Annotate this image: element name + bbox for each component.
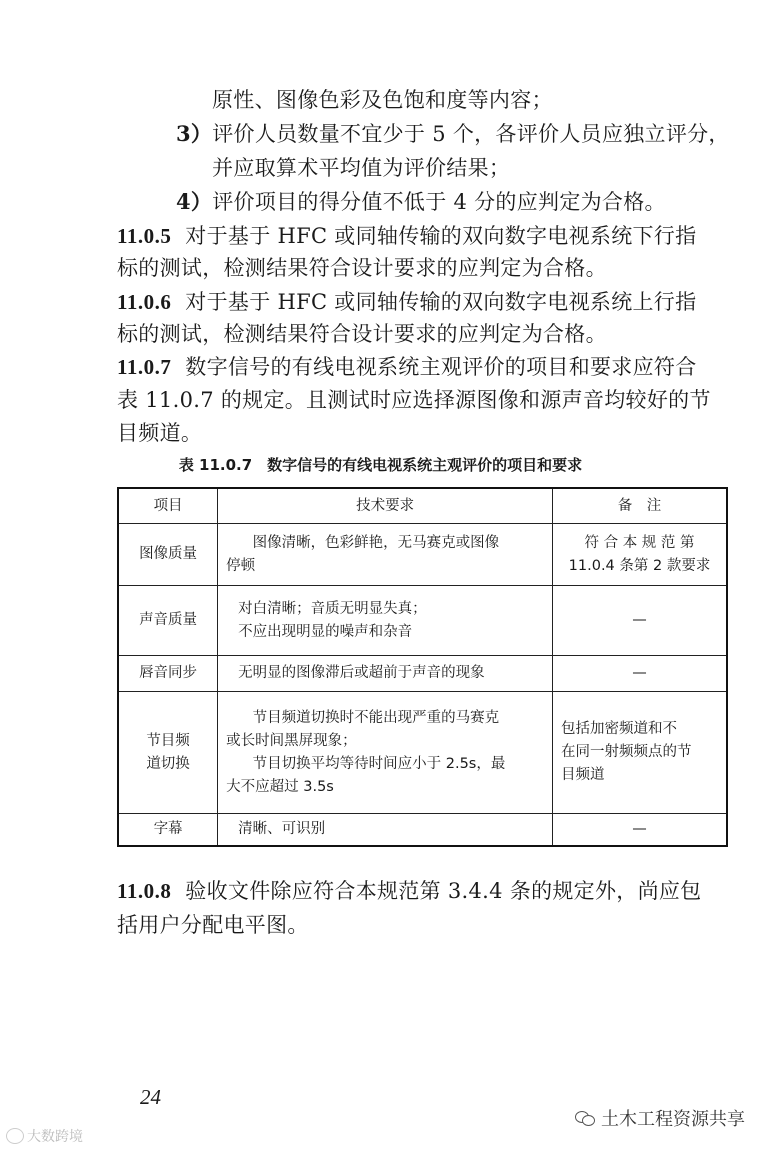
table-row — [118, 586, 727, 656]
table-header-row — [118, 488, 727, 524]
requirements-table — [117, 487, 728, 847]
row-requirement — [218, 692, 553, 814]
requirement-line: 大不应超过 3.5s — [226, 778, 334, 795]
row-requirement: 无明显的图像滞后或超前于声音的现象 — [218, 656, 553, 692]
note-line: 11.0.4 条第 2 款要求 — [568, 557, 711, 574]
clause-text: 对于基于 HFC 或同轴传输的双向数字电视系统上行指 — [185, 290, 697, 314]
clause-11-0-7-line3: 目频道。 — [117, 421, 203, 445]
clause-11-0-8 — [117, 877, 701, 905]
list-item-4-number: 4） — [176, 189, 213, 214]
requirement-line: 节目切换平均等待时间应小于 2.5s，最 — [238, 755, 506, 772]
note-line: 目频道 — [561, 767, 605, 783]
clause-number: 11.0.7 — [117, 355, 172, 379]
page-number: 24 — [140, 1085, 161, 1109]
row-note: — — [553, 814, 727, 846]
clause-text: 验收文件除应符合本规范第 3.4.4 条的规定外，尚应包 — [185, 879, 702, 903]
list-item-3-text: 评价人员数量不宜少于 5 个，各评价人员应独立评分， — [212, 122, 730, 146]
clause-11-0-6-line2: 标的测试，检测结果符合设计要求的应判定为合格。 — [117, 322, 607, 346]
clause-number: 11.0.8 — [117, 879, 172, 903]
wechat-icon — [575, 1110, 595, 1126]
list-item-4-text: 评价项目的得分值不低于 4 分的应判定为合格。 — [212, 190, 666, 214]
note-line: 包括加密频道和不 — [561, 721, 678, 737]
list-item-3-continuation: 并应取算术平均值为评价结果； — [212, 156, 511, 180]
header-requirement: 技术要求 — [218, 488, 553, 524]
row-note: — — [553, 656, 727, 692]
row-item: 字幕 — [118, 814, 218, 846]
note-line: 符 合 本 规 范 第 — [584, 534, 695, 551]
clause-11-0-8-line2: 括用户分配电平图。 — [117, 913, 309, 937]
watermark-left-text: 大数跨境 — [27, 1129, 83, 1145]
clause-text: 数字信号的有线电视系统主观评价的项目和要求应符合 — [185, 355, 697, 379]
clause-number: 11.0.5 — [117, 224, 172, 248]
clause-11-0-7-line2: 表 11.0.7 的规定。且测试时应选择源图像和源声音均较好的节 — [117, 388, 711, 412]
row-item: 节目频 道切换 — [118, 692, 218, 814]
row-item: 唇音同步 — [118, 656, 218, 692]
header-item: 项目 — [118, 488, 218, 524]
row-item: 图像质量 — [118, 524, 218, 586]
clause-text: 对于基于 HFC 或同轴传输的双向数字电视系统下行指 — [185, 224, 697, 248]
requirement-line: 节目频道切换时不能出现严重的马赛克 — [238, 709, 500, 726]
requirement-line: 停顿 — [226, 557, 256, 574]
table-caption: 表 11.0.7 数字信号的有线电视系统主观评价的项目和要求 — [178, 456, 583, 474]
clause-11-0-5 — [117, 222, 696, 250]
requirement-line: 不应出现明显的噪声和杂音 — [238, 623, 413, 640]
clause-11-0-5-line2: 标的测试，检测结果符合设计要求的应判定为合格。 — [117, 256, 607, 280]
row-note — [553, 524, 727, 586]
table-row — [118, 656, 727, 692]
requirement-line: 对白清晰；音质无明显失真； — [238, 600, 427, 617]
row-note — [553, 692, 727, 814]
table-row — [118, 814, 727, 846]
watermark-left — [6, 1126, 83, 1146]
watermark-logo-icon — [6, 1128, 24, 1144]
requirement-line: 或长时间黑屏现象； — [226, 732, 357, 749]
row-requirement — [218, 524, 553, 586]
header-note: 备 注 — [553, 488, 727, 524]
watermark-right — [575, 1105, 745, 1131]
row-requirement: 清晰、可识别 — [218, 814, 553, 846]
list-item-3 — [176, 120, 730, 148]
row-requirement — [218, 586, 553, 656]
list-item-3-number: 3） — [176, 121, 213, 146]
list-continuation-line: 原性、图像色彩及色饱和度等内容； — [212, 88, 553, 112]
requirement-line: 图像清晰，色彩鲜艳，无马赛克或图像 — [238, 534, 500, 551]
row-item: 声音质量 — [118, 586, 218, 656]
note-line: 在同一射频频点的节 — [561, 744, 692, 760]
row-note: — — [553, 586, 727, 656]
clause-11-0-7 — [117, 353, 697, 381]
clause-number: 11.0.6 — [117, 290, 172, 314]
clause-11-0-6 — [117, 288, 696, 316]
table-row — [118, 524, 727, 586]
list-item-4 — [176, 188, 666, 216]
table-row — [118, 692, 727, 814]
watermark-right-text: 土木工程资源共享 — [601, 1109, 745, 1130]
